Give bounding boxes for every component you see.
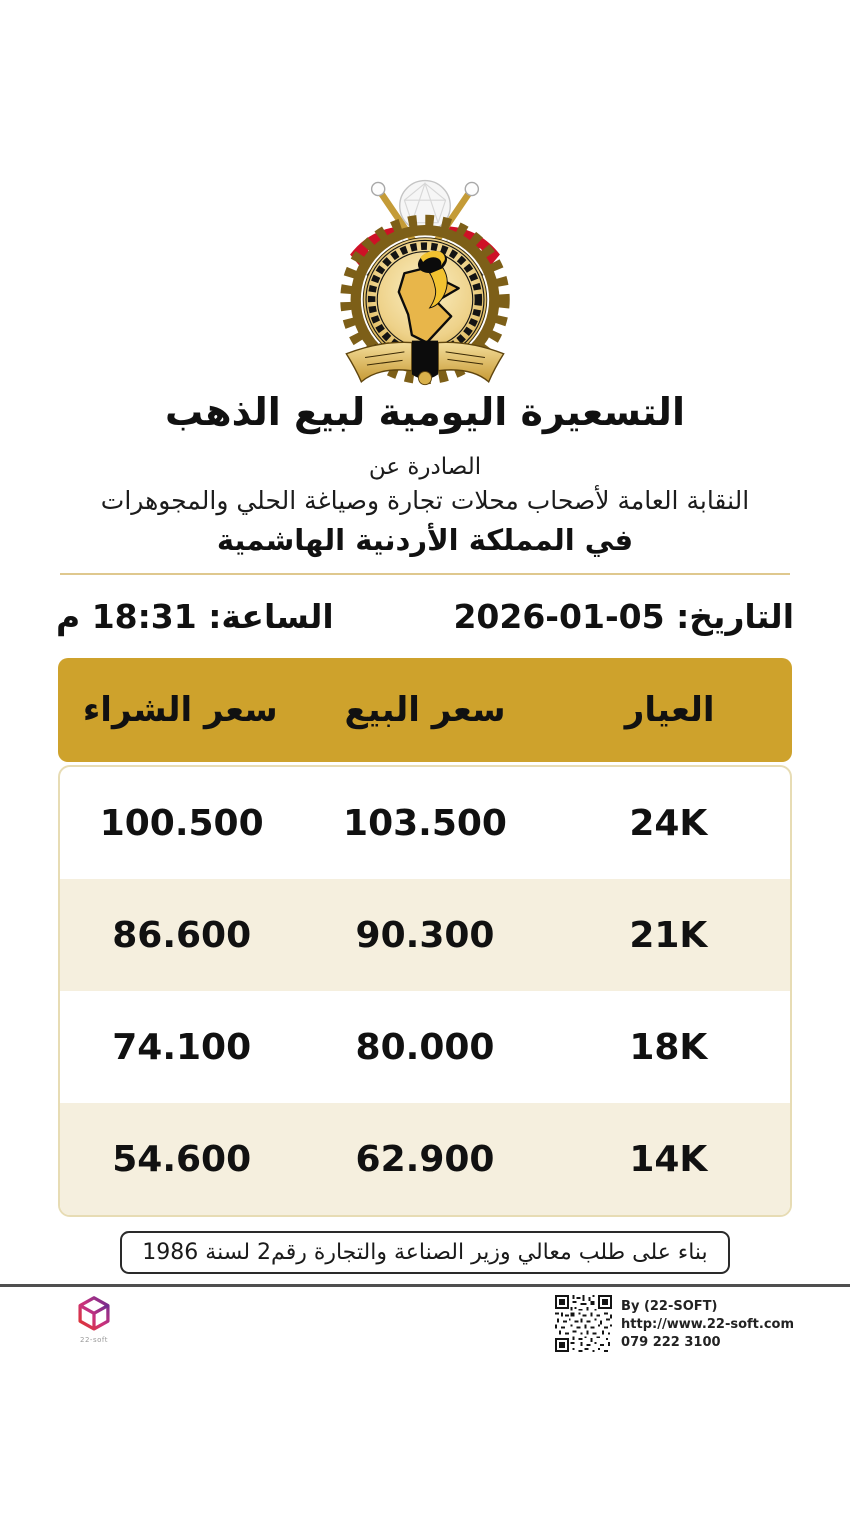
price-table xyxy=(58,658,792,1217)
gold-separator xyxy=(60,573,790,575)
vendor-by: By (22-SOFT) xyxy=(621,1299,718,1314)
issued-by-line: الصادرة عن xyxy=(368,454,482,480)
buy-value: 100.500 xyxy=(99,802,264,844)
sell-value: 90.300 xyxy=(355,914,495,956)
legal-note: بناء على طلب معالي وزير الصناعة والتجارة رقم2 لسنة 1986 xyxy=(120,1231,729,1274)
vendor-text xyxy=(621,1295,794,1353)
syndicate-logo xyxy=(0,0,850,386)
table-row-21k xyxy=(60,879,790,991)
table-row-18k xyxy=(60,991,790,1103)
karat-value: 14K xyxy=(629,1138,708,1180)
organization-line: النقابة العامة لأصحاب محلات تجارة وصياغة الحلي والمجوهرات xyxy=(100,486,750,515)
vendor-url: http://www.22-soft.com xyxy=(621,1317,794,1333)
header-karat: العيار xyxy=(624,690,715,730)
legal-note-wrap xyxy=(0,1231,850,1274)
qr-code-icon xyxy=(555,1295,612,1352)
header-buy-price: سعر الشراء xyxy=(82,690,278,730)
cube-logo-icon xyxy=(76,1295,112,1335)
karat-value: 18K xyxy=(629,1026,708,1068)
vendor-brand xyxy=(70,1295,118,1344)
vendor-phone: 079 222 3100 xyxy=(621,1335,721,1351)
country-line: في المملكة الأردنية الهاشمية xyxy=(216,523,634,557)
header-sell-price: سعر البيع xyxy=(344,690,506,730)
vendor-brand-name: 22-soft xyxy=(80,1336,108,1344)
time-label: الساعة: 18:31 م xyxy=(56,597,334,636)
sell-value: 80.000 xyxy=(355,1026,495,1068)
karat-value: 24K xyxy=(629,802,708,844)
karat-value: 21K xyxy=(629,914,708,956)
footer-bar xyxy=(0,1287,850,1353)
date-label: التاريخ: 05-01-2026 xyxy=(453,597,794,636)
table-row-24k xyxy=(60,767,790,879)
table-header-row xyxy=(58,658,792,762)
vendor-info xyxy=(555,1295,794,1353)
buy-value: 86.600 xyxy=(112,914,252,956)
page-title: التسعيرة اليومية لبيع الذهب xyxy=(165,390,685,434)
table-body xyxy=(58,765,792,1217)
sell-value: 103.500 xyxy=(343,802,507,844)
sell-value: 62.900 xyxy=(355,1138,495,1180)
banner-ribbon xyxy=(346,341,503,385)
table-row-14k xyxy=(60,1103,790,1215)
datetime-row xyxy=(56,597,794,636)
syndicate-emblem-icon xyxy=(322,168,528,386)
buy-value: 54.600 xyxy=(112,1138,252,1180)
buy-value: 74.100 xyxy=(112,1026,252,1068)
